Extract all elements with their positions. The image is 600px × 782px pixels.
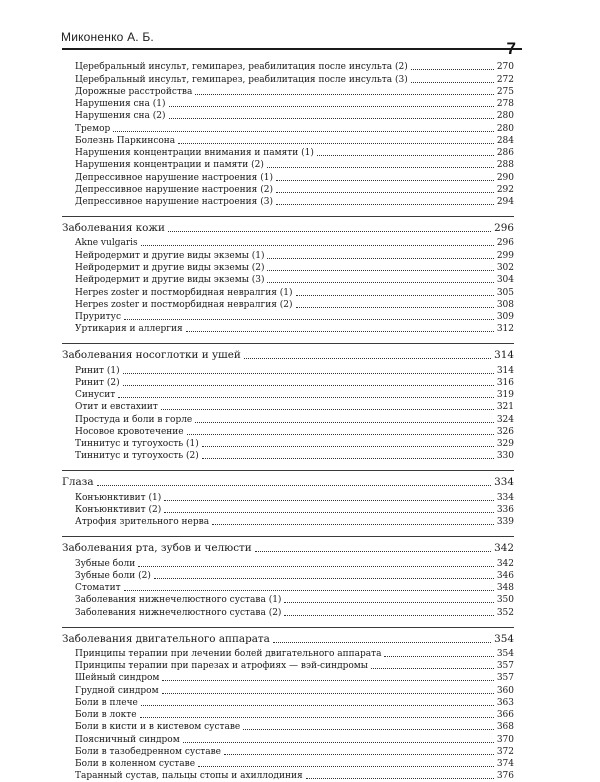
toc-entry <box>62 491 514 503</box>
entry-title: Синусит <box>75 390 116 401</box>
dot-leader <box>411 69 494 70</box>
entry-title: Депрессивное нарушение настроения (3) <box>75 197 273 208</box>
entry-title: Заболевания нижнечелюстного сустава (1) <box>75 595 282 606</box>
entry-page-number: 299 <box>496 250 514 261</box>
dot-leader <box>124 590 494 591</box>
entry-title: Зубные боли <box>75 558 136 569</box>
entry-page-number: 302 <box>496 262 514 273</box>
dot-leader <box>164 512 494 513</box>
section-title: Заболевания кожи <box>62 222 165 235</box>
toc-section <box>62 627 514 782</box>
entry-page-number: 270 <box>496 62 514 73</box>
entry-title: Боли в коленном суставе <box>75 759 196 770</box>
dot-leader <box>141 245 494 246</box>
toc-entry <box>62 274 514 286</box>
dot-leader <box>267 282 493 283</box>
continued-entries <box>62 61 514 208</box>
toc-entry <box>62 516 514 528</box>
toc-entry <box>62 606 514 618</box>
toc-entry <box>62 758 514 770</box>
section-entries <box>62 364 514 462</box>
toc-entry <box>62 122 514 134</box>
entry-title: Конъюнктивит (1) <box>75 492 162 503</box>
dot-leader <box>202 458 494 459</box>
entry-title: Нарушения концентрации и памяти (2) <box>75 160 264 171</box>
toc-entry <box>62 262 514 274</box>
toc-entry <box>62 184 514 196</box>
toc-entry <box>62 401 514 413</box>
entry-page-number: 316 <box>496 377 514 388</box>
toc-entry <box>62 237 514 249</box>
entry-page-number: 321 <box>496 402 514 413</box>
dot-leader <box>195 422 494 423</box>
toc-entry <box>62 438 514 450</box>
toc-entry <box>62 648 514 660</box>
dot-leader <box>244 358 491 359</box>
toc-entry <box>62 413 514 425</box>
running-header-author: Миконенко А. Б. <box>61 30 154 44</box>
dot-leader <box>202 446 494 447</box>
dot-leader <box>306 778 494 779</box>
toc-entry <box>62 98 514 110</box>
entry-title: Депрессивное нарушение настроения (1) <box>75 172 273 183</box>
dot-leader <box>267 167 494 168</box>
toc-entry <box>62 504 514 516</box>
entry-page-number: 346 <box>496 570 514 581</box>
section-heading <box>62 542 514 555</box>
entry-title: Боли в тазобедренном суставе <box>75 746 221 757</box>
toc-entry <box>62 86 514 98</box>
entry-title: Herpes zoster и постморбидная невралгия (2) <box>75 299 293 310</box>
entry-title: Принципы терапии при парезах и атрофиях — вэй-синдромы <box>75 661 368 672</box>
toc-entry <box>62 709 514 721</box>
dot-leader <box>284 602 493 603</box>
toc-entry <box>62 171 514 183</box>
entry-page-number: 319 <box>496 390 514 401</box>
toc-entry <box>62 660 514 672</box>
dot-leader <box>141 705 494 706</box>
toc-entry <box>62 61 514 73</box>
entry-title: Тремор <box>75 123 111 134</box>
entry-page-number: 374 <box>496 759 514 770</box>
dot-leader <box>317 155 494 156</box>
entry-title: Нарушения сна (2) <box>75 111 166 122</box>
section-divider <box>62 343 514 344</box>
toc-section <box>62 343 514 462</box>
dot-leader <box>384 656 493 657</box>
dot-leader <box>195 94 493 95</box>
entry-title: Нарушения сна (1) <box>75 99 166 110</box>
toc-section <box>62 470 514 528</box>
toc-entry <box>62 684 514 696</box>
section-heading <box>62 633 514 646</box>
toc-entry <box>62 557 514 569</box>
table-of-contents <box>62 59 514 782</box>
entry-page-number: 290 <box>496 172 514 183</box>
dot-leader <box>267 270 493 271</box>
toc-entry <box>62 594 514 606</box>
section-title: Заболевания рта, зубов и челюсти <box>62 542 252 555</box>
toc-entry <box>62 135 514 147</box>
entry-title: Шейный синдром <box>75 673 160 684</box>
dot-leader <box>224 754 494 755</box>
dot-leader <box>296 307 494 308</box>
entry-page-number: 308 <box>496 299 514 310</box>
entry-title: Боли в кисти и в кистевом суставе <box>75 722 241 733</box>
entry-page-number: 360 <box>496 685 514 696</box>
toc-entry <box>62 299 514 311</box>
dot-leader <box>284 615 493 616</box>
dot-leader <box>123 385 494 386</box>
entry-title: Таранный сустав, пальцы стопы и ахиллодиния <box>75 771 303 782</box>
entry-page-number: 376 <box>496 771 514 782</box>
entry-page-number: 284 <box>496 135 514 146</box>
entry-title: Тиннитус и тугоухость (2) <box>75 451 199 462</box>
entry-title: Принципы терапии при лечении болей двигательного аппарата <box>75 648 382 659</box>
toc-entry <box>62 73 514 85</box>
entry-title: Носовое кровотечение <box>75 426 184 437</box>
dot-leader <box>273 642 491 643</box>
toc-entry <box>62 582 514 594</box>
toc-entry <box>62 249 514 261</box>
toc-entry <box>62 450 514 462</box>
dot-leader <box>169 106 494 107</box>
section-entries <box>62 557 514 618</box>
entry-title: Herpes zoster и постморбидная невралгия (1) <box>75 287 293 298</box>
entry-page-number: 292 <box>496 184 514 195</box>
entry-page-number: 334 <box>496 492 514 503</box>
entry-page-number: 314 <box>496 365 514 376</box>
entry-title: Боли в локте <box>75 710 137 721</box>
entry-page-number: 280 <box>496 123 514 134</box>
entry-title: Депрессивное нарушение настроения (2) <box>75 184 273 195</box>
entry-page-number: 352 <box>496 607 514 618</box>
toc-entry <box>62 377 514 389</box>
toc-entry <box>62 110 514 122</box>
dot-leader <box>371 668 494 669</box>
entry-page-number: 350 <box>496 595 514 606</box>
dot-leader <box>212 524 494 525</box>
entry-page-number: 336 <box>496 504 514 515</box>
entry-page-number: 368 <box>496 722 514 733</box>
entry-title: Нейродермит и другие виды экземы (3) <box>75 275 265 286</box>
entry-page-number: 363 <box>496 697 514 708</box>
entry-title: Ринит (1) <box>75 365 120 376</box>
entry-page-number: 366 <box>496 710 514 721</box>
entry-page-number: 288 <box>496 160 514 171</box>
entry-title: Заболевания нижнечелюстного сустава (2) <box>75 607 282 618</box>
entry-title: Нейродермит и другие виды экземы (1) <box>75 250 265 261</box>
dot-leader <box>140 717 494 718</box>
dot-leader <box>411 82 494 83</box>
entry-title: Зубные боли (2) <box>75 570 151 581</box>
entry-page-number: 305 <box>496 287 514 298</box>
page-number: 7 <box>506 39 516 58</box>
entry-title: Тиннитус и тугоухость (1) <box>75 439 199 450</box>
dot-leader <box>198 766 494 767</box>
entry-title: Церебральный инсульт, гемипарез, реабилитация после инсульта (3) <box>75 74 408 85</box>
toc-entry <box>62 770 514 782</box>
toc-entry <box>62 311 514 323</box>
entry-page-number: 357 <box>496 673 514 684</box>
section-heading <box>62 349 514 362</box>
entry-title: Нейродермит и другие виды экземы (2) <box>75 262 265 273</box>
toc-entry <box>62 159 514 171</box>
entry-page-number: 314 <box>494 349 514 362</box>
entry-page-number: 286 <box>496 148 514 159</box>
entry-title: Уртикария и аллергия <box>75 324 183 335</box>
entry-page-number: 272 <box>496 74 514 85</box>
dot-leader <box>162 680 493 681</box>
section-divider <box>62 627 514 628</box>
dot-leader <box>164 500 494 501</box>
entry-page-number: 348 <box>496 583 514 594</box>
toc-entry <box>62 672 514 684</box>
dot-leader <box>169 118 494 119</box>
section-title: Заболевания двигательного аппарата <box>62 632 270 645</box>
entry-page-number: 296 <box>496 238 514 249</box>
entry-title: Дорожные расстройства <box>75 86 193 97</box>
dot-leader <box>118 397 494 398</box>
section-heading <box>62 222 514 235</box>
dot-leader <box>296 295 494 296</box>
entry-title: Грудной синдром <box>75 685 159 696</box>
dot-leader <box>276 204 494 205</box>
dot-leader <box>138 566 494 567</box>
section-title: Заболевания носоглотки и ушей <box>62 349 241 362</box>
header-rule <box>62 48 522 50</box>
entry-title: Отит и евстахиит <box>75 402 158 413</box>
entry-page-number: 309 <box>496 312 514 323</box>
entry-page-number: 334 <box>494 476 514 489</box>
toc-entry <box>62 746 514 758</box>
toc-entry <box>62 570 514 582</box>
entry-page-number: 342 <box>496 558 514 569</box>
dot-leader <box>124 319 494 320</box>
dot-leader <box>168 231 491 232</box>
entry-page-number: 339 <box>496 517 514 528</box>
entry-page-number: 312 <box>496 324 514 335</box>
dot-leader <box>276 192 494 193</box>
dot-leader <box>123 373 494 374</box>
entry-title: Поясничный синдром <box>75 734 180 745</box>
entry-page-number: 324 <box>496 414 514 425</box>
entry-title: Боли в плече <box>75 697 138 708</box>
dot-leader <box>162 693 494 694</box>
dot-leader <box>154 578 494 579</box>
toc-entry <box>62 286 514 298</box>
entry-page-number: 354 <box>496 648 514 659</box>
entry-title: Церебральный инсульт, гемипарез, реабилитация после инсульта (2) <box>75 62 408 73</box>
section-divider <box>62 536 514 537</box>
entry-page-number: 326 <box>496 426 514 437</box>
section-entries <box>62 491 514 528</box>
entry-page-number: 304 <box>496 275 514 286</box>
section-heading <box>62 476 514 489</box>
dot-leader <box>243 729 494 730</box>
dot-leader <box>113 131 494 132</box>
entry-title: Стоматит <box>75 583 121 594</box>
entry-page-number: 330 <box>496 451 514 462</box>
dot-leader <box>187 434 494 435</box>
entry-title: Конъюнктивит (2) <box>75 504 162 515</box>
entry-page-number: 329 <box>496 439 514 450</box>
entry-title: Akne vulgaris <box>75 238 138 249</box>
entry-page-number: 354 <box>494 632 514 645</box>
entry-title: Ринит (2) <box>75 377 120 388</box>
entry-title: Нарушения концентрации внимания и памяти (1) <box>75 148 314 159</box>
toc-entry <box>62 389 514 401</box>
entry-title: Атрофия зрительного нерва <box>75 517 210 528</box>
toc-entry <box>62 733 514 745</box>
dot-leader <box>161 409 494 410</box>
entry-page-number: 294 <box>496 197 514 208</box>
entry-page-number: 280 <box>496 111 514 122</box>
dot-leader <box>178 143 494 144</box>
entry-page-number: 370 <box>496 734 514 745</box>
entry-title: Пруритус <box>75 312 121 323</box>
toc-sections <box>62 216 514 782</box>
dot-leader <box>186 331 494 332</box>
section-divider <box>62 216 514 217</box>
toc-entry <box>62 323 514 335</box>
entry-title: Болезнь Паркинсона <box>75 135 176 146</box>
entry-page-number: 357 <box>496 661 514 672</box>
toc-entry <box>62 147 514 159</box>
dot-leader <box>255 551 491 552</box>
section-divider <box>62 470 514 471</box>
toc-entry <box>62 426 514 438</box>
toc-entry <box>62 196 514 208</box>
entry-page-number: 296 <box>494 222 514 235</box>
section-title: Глаза <box>62 476 94 489</box>
entry-page-number: 278 <box>496 99 514 110</box>
dot-leader <box>276 180 494 181</box>
toc-entry <box>62 721 514 733</box>
toc-section <box>62 216 514 335</box>
section-entries <box>62 648 514 782</box>
dot-leader <box>97 485 492 486</box>
entry-page-number: 342 <box>494 542 514 555</box>
entry-title: Простуда и боли в горле <box>75 414 193 425</box>
entry-page-number: 275 <box>496 86 514 97</box>
entry-page-number: 372 <box>496 746 514 757</box>
dot-leader <box>267 258 493 259</box>
section-entries <box>62 237 514 335</box>
dot-leader <box>183 742 494 743</box>
toc-section <box>62 536 514 618</box>
toc-entry <box>62 697 514 709</box>
toc-entry <box>62 364 514 376</box>
